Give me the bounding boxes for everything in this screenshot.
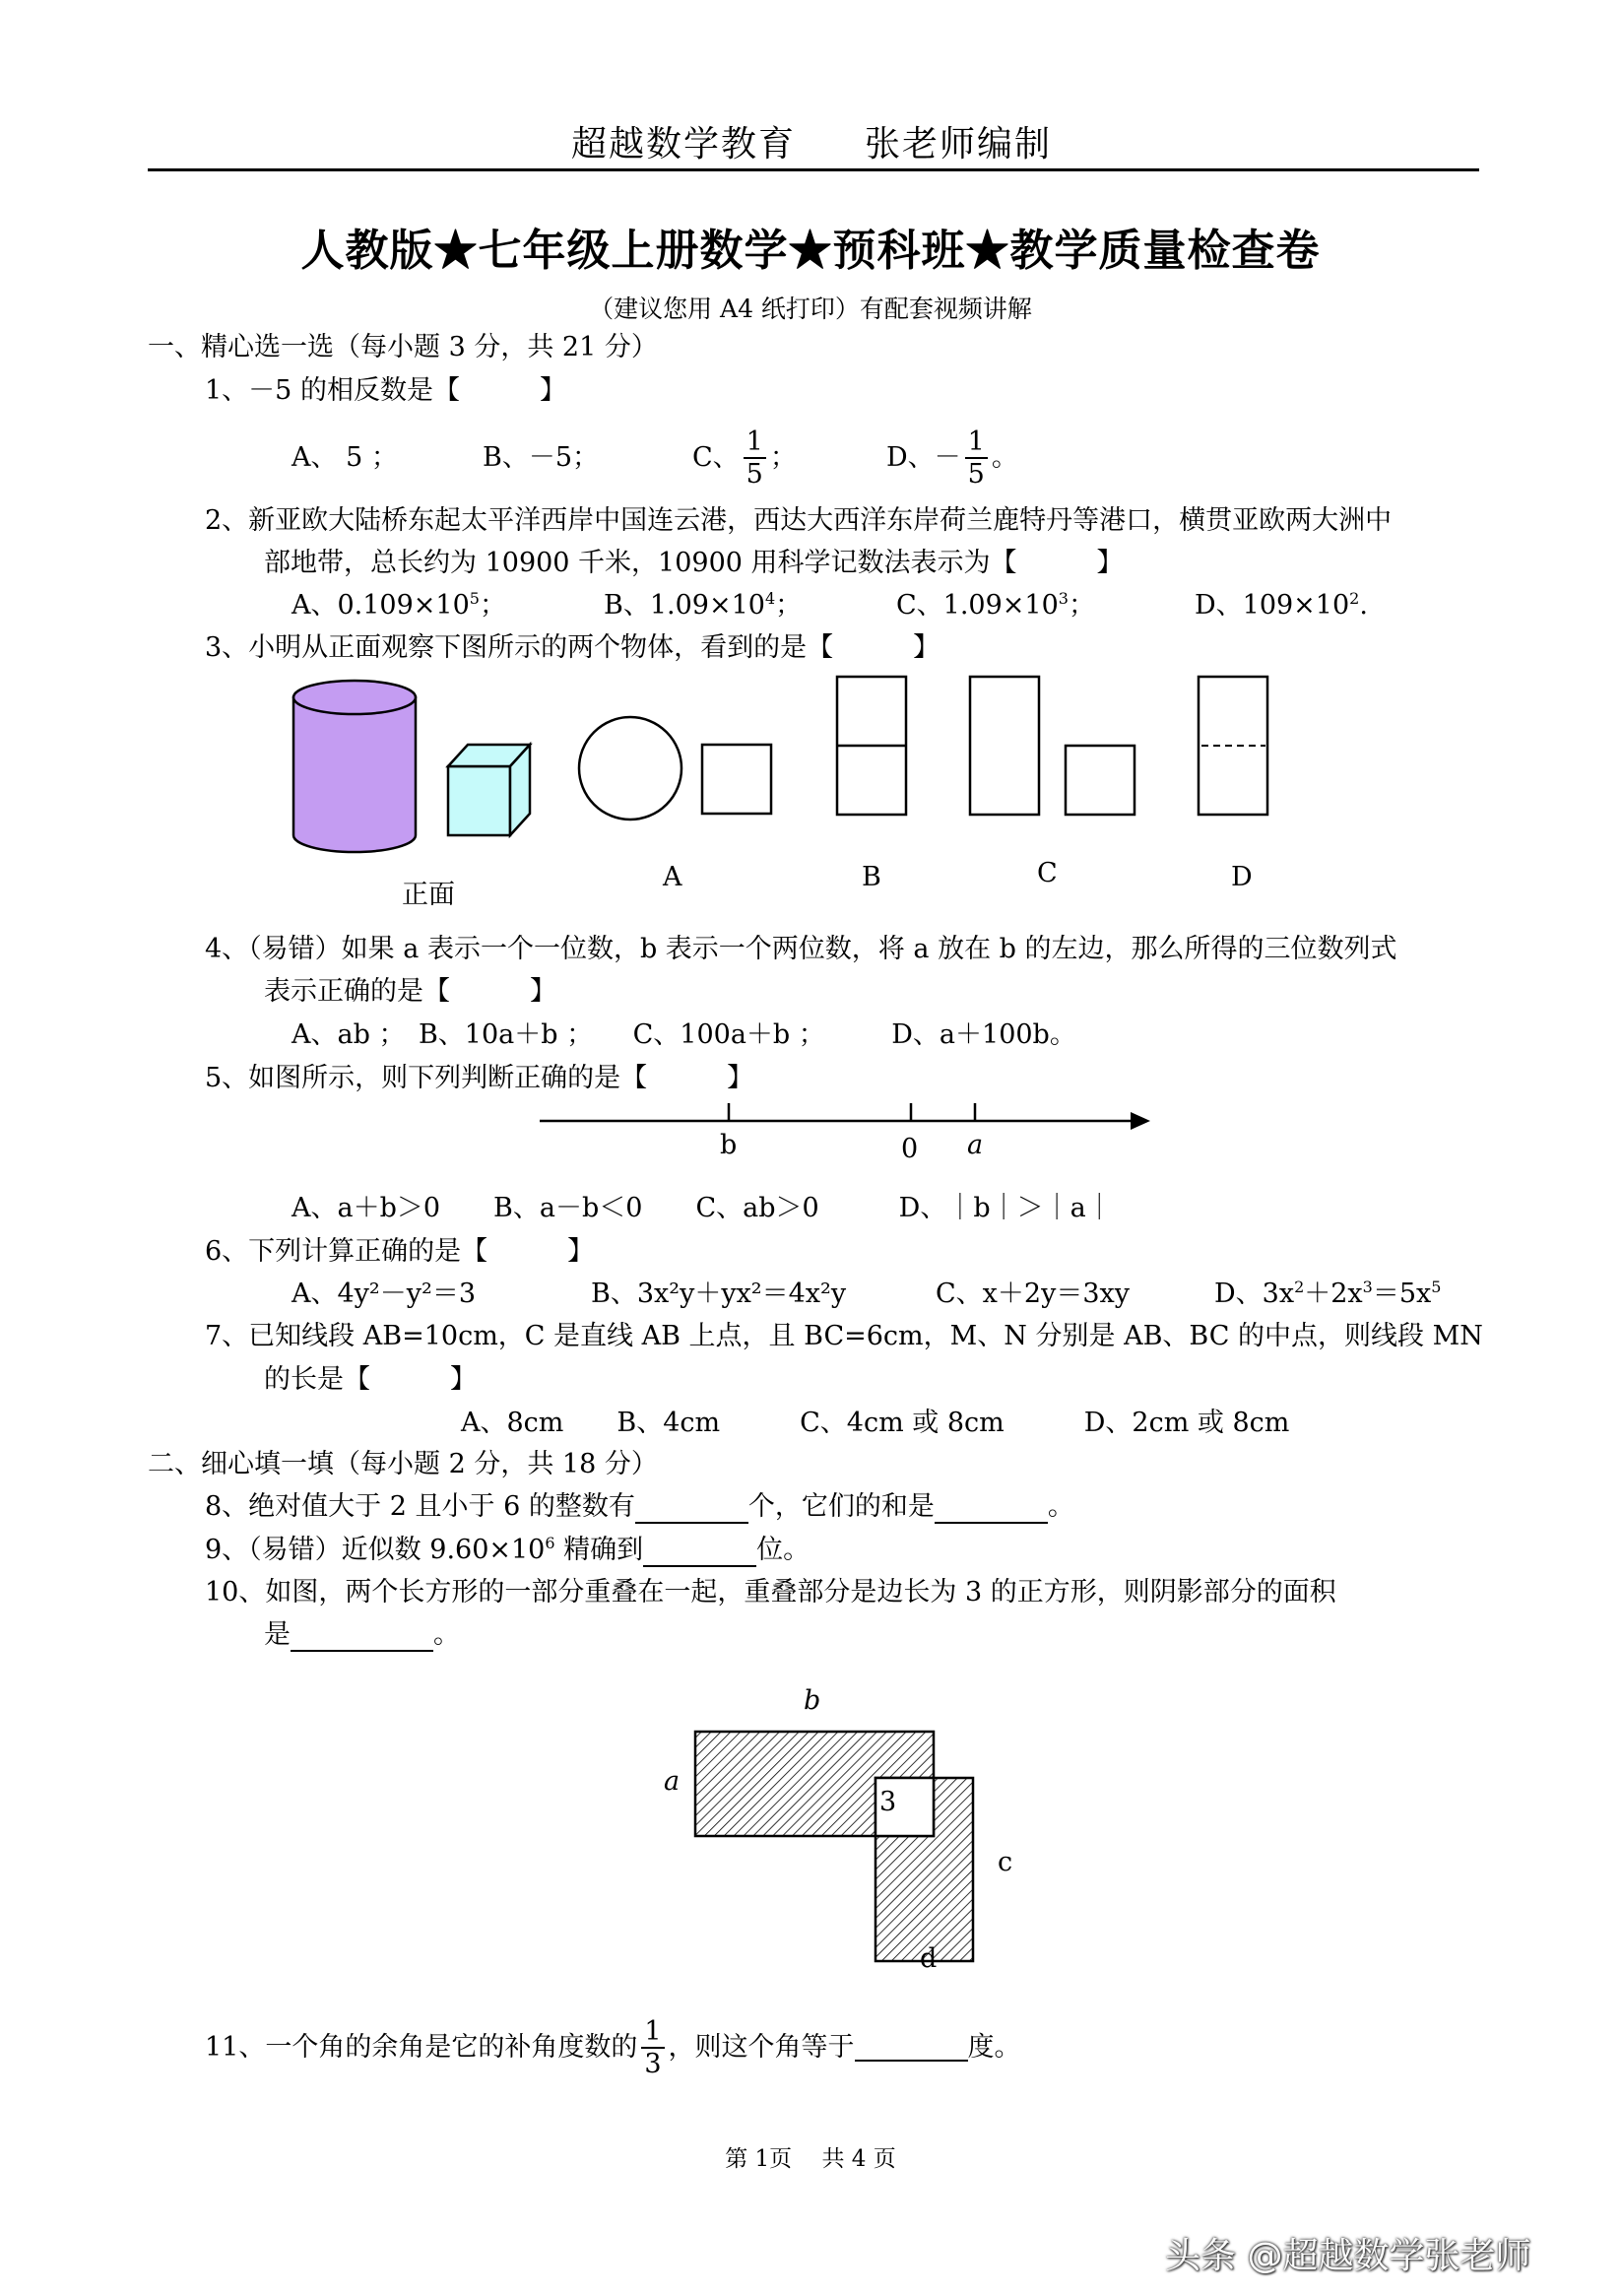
header-brand: 超越数学教育 [571, 124, 797, 164]
q10-label-b: b [804, 1685, 821, 1716]
q4-line1: 4、（易错）如果 a 表示一个一位数，b 表示一个两位数，将 a 放在 b 的左边，那么所得的三位数列式 [205, 934, 1397, 964]
section-1-heading: 一、精心选一选（每小题 3 分，共 21 分） [148, 332, 658, 362]
q3-label-d: D [1231, 862, 1253, 892]
header-rule [148, 168, 1479, 171]
watermark: 头条 @超越数学张老师 [1165, 2236, 1531, 2276]
q7-line1: 7、已知线段 AB=10cm，C 是直线 AB 上点，且 BC=6cm，M、N 分别是 AB、BC 的中点，则线段 MN [205, 1321, 1483, 1351]
cylinder-shape [293, 681, 416, 852]
q1-option-c: C、 $\frac{1}{5}$ ； [692, 426, 797, 490]
q10-line2: 是 。 [264, 1619, 460, 1650]
q2-line1: 2、新亚欧大陆桥东起太平洋西岸中国连云港，西达大西洋东岸荷兰鹿特丹等港口，横贯亚欧两大洲中 [205, 505, 1393, 536]
q6-option-a: A、4y²－y²＝3 [292, 1279, 477, 1309]
q11-blank[interactable] [855, 2034, 968, 2062]
q6-option-c: C、x＋2y＝3xy [936, 1279, 1130, 1309]
q10-blank[interactable] [291, 1624, 433, 1652]
q10-label-d: d [920, 1943, 938, 1974]
q6-option-d: D、$3x^2+2x^3=5x^5$ [1214, 1278, 1442, 1309]
q1-option-b: B、－5； [483, 442, 600, 473]
header-author: 张老师编制 [865, 124, 1053, 164]
section-2-heading: 二、细心填一填（每小题 2 分，共 18 分） [148, 1449, 658, 1479]
number-line-label-0: 0 [901, 1134, 919, 1164]
q3-label-b: B [862, 862, 881, 892]
q9: 9、（易错）近似数 $9.60\times 10^6$ 精确到 位。 [205, 1534, 810, 1565]
option-c-view [970, 677, 1135, 815]
q1-d-fraction: $\frac{1}{5}$ [965, 428, 988, 488]
q2-option-a: A、$0.109\times 10^5$； [292, 589, 506, 621]
q2-option-d: D、$109\times 10^2$. [1195, 589, 1368, 621]
option-b-view [837, 677, 906, 815]
q10-label-c: c [998, 1847, 1013, 1877]
q7-options: A、8cm B、4cm C、4cm 或 8cm D、2cm 或 8cm [461, 1408, 1290, 1438]
q2-option-c: C、$1.09\times 10^3$； [896, 589, 1095, 621]
option-d-view [1199, 677, 1267, 815]
q1-stem: 1、－5 的相反数是【 】 [205, 375, 566, 406]
number-line-label-b: b [720, 1130, 738, 1160]
q3-label-c: C [1037, 858, 1058, 888]
q10-rectangles-figure [689, 1724, 985, 1990]
q3-label-a: A [663, 862, 682, 892]
q7-line2: 的长是【 】 [264, 1364, 477, 1395]
cube-shape [448, 745, 530, 835]
q11-fraction: $\frac{1}{3}$ [641, 2018, 664, 2077]
q6-stem: 6、下列计算正确的是【 】 [205, 1236, 595, 1267]
q9-blank[interactable] [643, 1540, 756, 1567]
q8-blank-count[interactable] [635, 1496, 748, 1524]
q4-line2: 表示正确的是【 】 [264, 976, 556, 1007]
q1-c-fraction: $\frac{1}{5}$ [744, 428, 766, 488]
q1-option-a: A、 5 ； [292, 442, 398, 473]
page-subtitle: （建议您用 A4 纸打印）有配套视频讲解 [589, 295, 1032, 323]
q2-line2: 部地带，总长约为 10900 千米，10900 用科学记数法表示为【 】 [264, 548, 1124, 578]
q2-option-b: B、$1.09\times 10^4$； [604, 589, 803, 621]
q11: 11、一个角的余角是它的补角度数的 $\frac{1}{3}$ ，则这个角等于 度。 [205, 2016, 1021, 2079]
q10-label-3: 3 [879, 1787, 897, 1817]
q8-blank-sum[interactable] [935, 1496, 1048, 1524]
option-a-view [579, 717, 771, 820]
q8: 8、绝对值大于 2 且小于 6 的整数有 个，它们的和是 。 [205, 1491, 1074, 1522]
page-title: 人教版★七年级上册数学★预科班★教学质量检查卷 [300, 226, 1321, 276]
q10-label-a: a [664, 1766, 681, 1797]
number-line [532, 1099, 1162, 1135]
q5-stem: 5、如图所示，则下列判断正确的是【 】 [205, 1063, 754, 1093]
q6-option-b: B、3x²y＋yx²＝4x²y [591, 1279, 847, 1309]
q1-option-d: D、－ $\frac{1}{5}$ 。 [886, 426, 1018, 490]
number-line-label-a: a [967, 1130, 984, 1160]
q3-stem: 3、小明从正面观察下图所示的两个物体，看到的是【 】 [205, 632, 940, 663]
q5-options: A、a＋b＞0 B、a－b＜0 C、ab＞0 D、｜b｜＞｜a｜ [292, 1193, 1113, 1223]
page-footer: 第 1页 共 4 页 [725, 2146, 896, 2172]
q3-front-label: 正面 [402, 880, 455, 910]
q4-options: A、ab ； B、10a＋b ； C、100a＋b ； D、a＋100b。 [292, 1019, 1076, 1050]
q10-line1: 10、如图，两个长方形的一部分重叠在一起，重叠部分是边长为 3 的正方形，则阴影部分的面积 [205, 1577, 1336, 1607]
